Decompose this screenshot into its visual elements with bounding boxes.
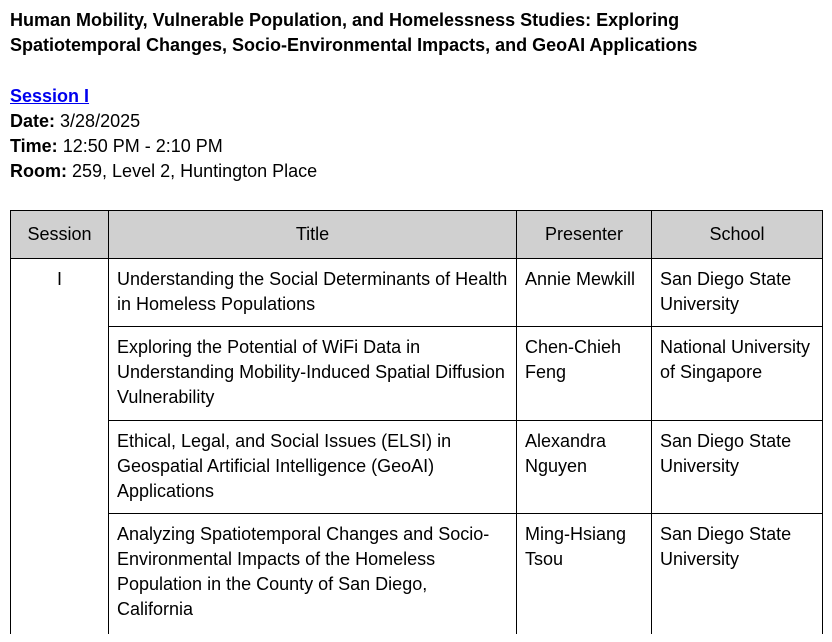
date-value: 3/28/2025 xyxy=(60,111,141,131)
table-row xyxy=(11,327,823,421)
session-id-cell: I xyxy=(11,259,109,636)
title-cell: Analyzing Spatiotemporal Changes and Socio-Environmental Impacts of the Homeless Population in the County of San Diego, California xyxy=(109,514,517,636)
header-session: Session xyxy=(11,211,109,259)
room-value: 259, Level 2, Huntington Place xyxy=(72,161,318,181)
session-info xyxy=(10,84,317,184)
time-value: 12:50 PM - 2:10 PM xyxy=(62,136,223,156)
table-row xyxy=(11,421,823,514)
presenter-cell: Alexandra Nguyen xyxy=(517,421,652,514)
schedule-table xyxy=(10,210,823,636)
school-cell: San Diego State University xyxy=(652,259,823,327)
presenter-cell: Chen-Chieh Feng xyxy=(517,327,652,421)
school-cell: San Diego State University xyxy=(652,421,823,514)
school-cell: National University of Singapore xyxy=(652,327,823,421)
date-label: Date: xyxy=(10,111,56,131)
school-cell: San Diego State University xyxy=(652,514,823,636)
page-title-line-2: Spatiotemporal Changes, Socio-Environmental Impacts, and GeoAI Applications xyxy=(10,35,698,55)
room-label: Room: xyxy=(10,161,67,181)
page-title-line-1: Human Mobility, Vulnerable Population, and Homelessness Studies: Exploring xyxy=(10,10,680,30)
header-presenter: Presenter xyxy=(517,211,652,259)
table-row xyxy=(11,259,823,327)
room-line xyxy=(10,159,317,184)
title-cell: Exploring the Potential of WiFi Data in Understanding Mobility-Induced Spatial Diffusion Vulnerability xyxy=(109,327,517,421)
header-school: School xyxy=(652,211,823,259)
table-row xyxy=(11,514,823,636)
page-title xyxy=(10,8,810,58)
page-bottom-edge xyxy=(0,634,832,642)
presenter-cell: Annie Mewkill xyxy=(517,259,652,327)
session-link[interactable]: Session I xyxy=(10,86,90,106)
title-cell: Ethical, Legal, and Social Issues (ELSI) in Geospatial Artificial Intelligence (GeoAI) Applications xyxy=(109,421,517,514)
time-label: Time: xyxy=(10,136,58,156)
time-line xyxy=(10,134,317,159)
date-line xyxy=(10,109,317,134)
table-header-row xyxy=(11,211,823,259)
title-cell: Understanding the Social Determinants of Health in Homeless Populations xyxy=(109,259,517,327)
presenter-cell: Ming-Hsiang Tsou xyxy=(517,514,652,636)
header-title: Title xyxy=(109,211,517,259)
